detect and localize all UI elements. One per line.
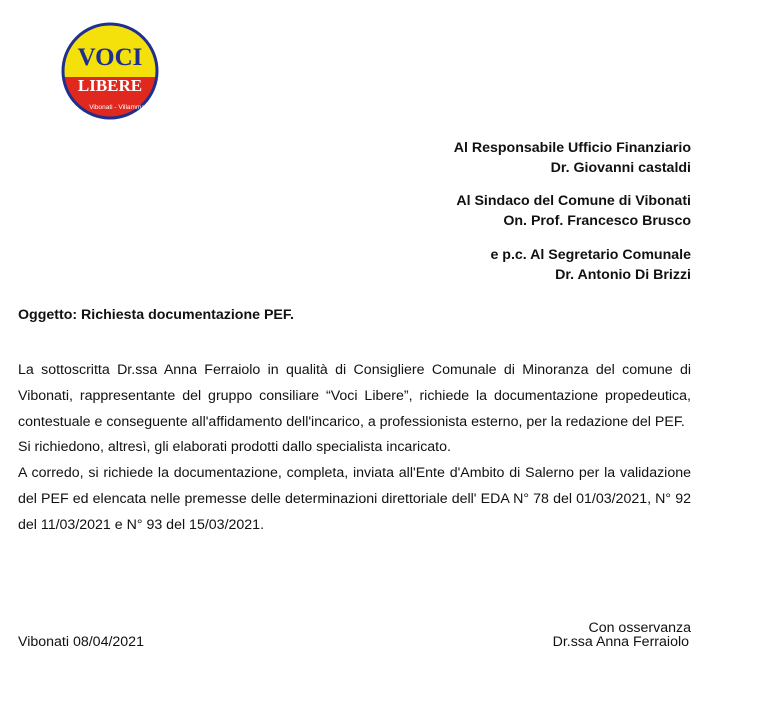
logo-bottom-word: LIBERE <box>77 76 143 95</box>
recipient-2-line2: On. Prof. Francesco Brusco <box>503 213 691 229</box>
subject-line: Oggetto: Richiesta documentazione PEF. <box>18 307 294 323</box>
recipient-block-2 <box>456 191 691 231</box>
recipient-block-1 <box>454 138 691 178</box>
recipient-3-line2: Dr. Antonio Di Brizzi <box>555 267 691 283</box>
body-paragraph-2: Si richiedono, altresì, gli elaborati prodotti dallo specialista incaricato. <box>18 439 451 456</box>
recipient-1-line1: Al Responsabile Ufficio Finanziario <box>453 140 691 156</box>
recipient-3-line1: e p.c. Al Segretario Comunale <box>490 247 691 263</box>
recipient-1-line2: Dr. Giovanni castaldi <box>550 160 691 176</box>
body-paragraph-1: La sottoscritta Dr.ssa Anna Ferraiolo in qualità di Consigliere Comunale di Minoranza del comune di Vibonati, rappresentante del gruppo consiliare “Voci Libere”, richiede la documentazione propedeutica, contestuale e conseguente all'affidamento dell'incarico, a professionista esterno, per la redazione del PEF. <box>18 362 691 430</box>
logo-ring-text: Vibonati - Villammare <box>89 104 151 111</box>
recipient-block-3 <box>490 245 691 285</box>
place-date: Vibonati 08/04/2021 <box>18 634 144 650</box>
recipient-2-line1: Al Sindaco del Comune di Vibonati <box>456 193 691 209</box>
signature-name: Dr.ssa Anna Ferraiolo <box>552 634 689 650</box>
logo-top-word: VOCI <box>77 44 143 71</box>
closing-text: Con osservanza <box>588 620 691 636</box>
body-paragraph-3: A corredo, si richiede la documentazione, completa, inviata all'Ente d'Ambito di Salerno per la validazione del PEF ed elencata nelle premesse delle determinazioni direttoriale dell' EDA N° 78 del 01/03/2021, N° 92 del 11/03/2021 e N° 93 del 15/03/2021. <box>18 465 691 533</box>
voci-libere-logo <box>60 21 160 121</box>
letter-body <box>18 358 691 539</box>
